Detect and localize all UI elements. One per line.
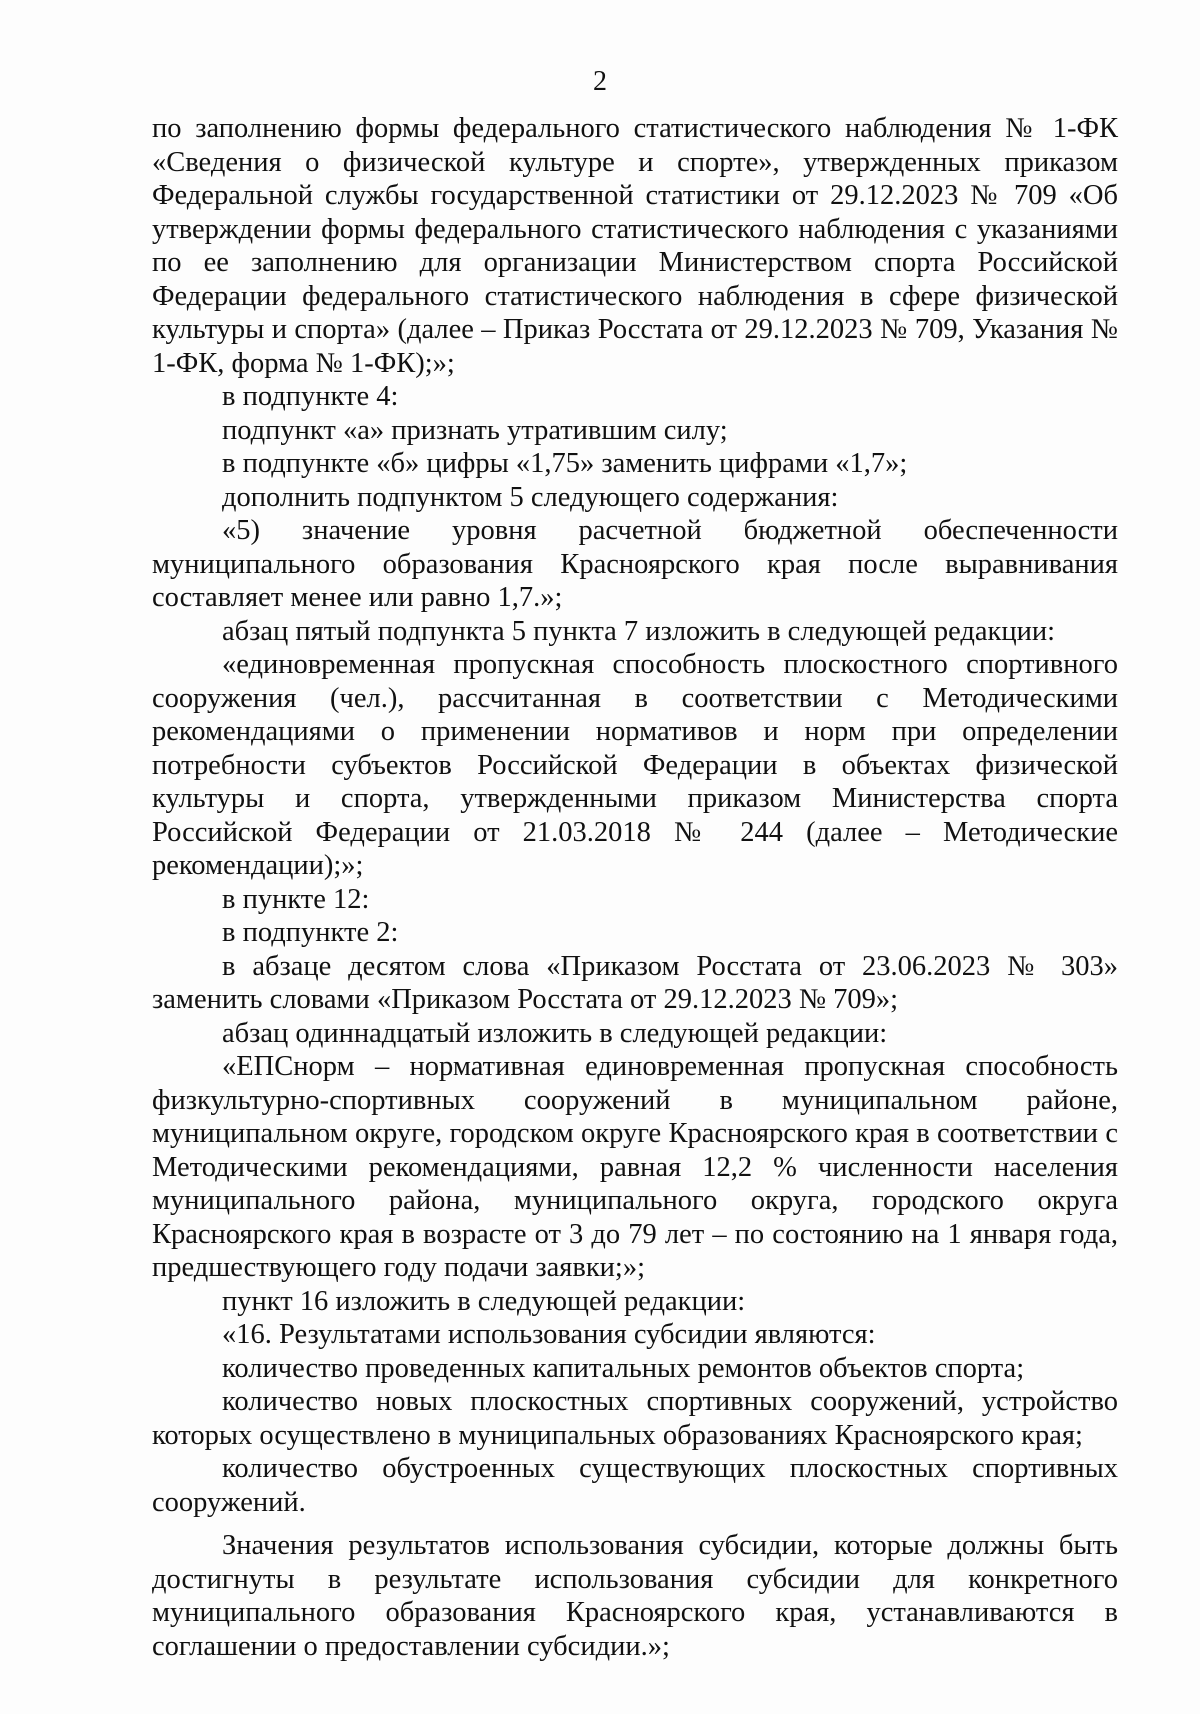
paragraph-subpoint-4: в подпункте 4: xyxy=(222,381,399,412)
paragraph-results-header: «16. Результатами использования субсидии являются: xyxy=(222,1319,876,1350)
page-number: 2 xyxy=(593,66,607,97)
paragraph-continuation: по заполнению формы федерального статистического наблюдения № 1-ФК «Сведения о физической культуре и спорте», утвержденных приказом Федеральной службы государственной статистики от 29.12.2023 № 709 «Об утверждении формы федерального статистического наблюдения с указаниями по ее заполнению для организации Министерством спорта Российской Федерации федерального статистического наблюдения в сфере физической культуры и спорта» (далее – Приказ Росстата от 29.12.2023 № 709, Указания № 1-ФК, форма № 1-ФК);»; xyxy=(152,113,1118,379)
paragraph-eps-norm: «ЕПСнорм – нормативная единовременная пропускная способность физкультурно-спортивных сооружений в муниципальном районе, муниципальном округе, городском округе Красноярского края в соответствии с Методическими рекомендациями, равная 12,2 % численности населения муниципального района, муниципального округа, городского округа Красноярского края в возрасте от 3 до 79 лет – по состоянию на 1 января года, предшествующего году подачи заявки;»; xyxy=(152,1051,1118,1283)
paragraph-subpoint-a: подпункт «а» признать утратившим силу; xyxy=(222,414,728,446)
paragraph-add-subpoint-5: дополнить подпунктом 5 следующего содержания: xyxy=(222,481,839,513)
paragraph-result-equipped-facilities: количество обустроенных существующих плоскостных спортивных сооружений. xyxy=(152,1453,1118,1518)
paragraph-subpoint-5-text: «5) значение уровня расчетной бюджетной обеспеченности муниципального образования Красноярского края после выравнивания составляет менее или равно 1,7.»; xyxy=(152,515,1118,613)
paragraph-throughput: «единовременная пропускная способность плоскостного спортивного сооружения (чел.), рассчитанная в соответствии с Методическими рекомендациями о применении нормативов и норм при определении потребности субъектов Российской Федерации в объектах физической культуры и спорта, утвержденными приказом Министерства спорта Российской Федерации от 21.03.2018 № 244 (далее – Методические рекомендации);»; xyxy=(152,649,1118,881)
paragraph-eleventh-abzac: абзац одиннадцатый изложить в следующей редакции: xyxy=(222,1017,888,1049)
paragraph-tenth-abzac: в абзаце десятом слова «Приказом Росстата от 23.06.2023 № 303» заменить словами «Приказом Росстата от 29.12.2023 № 709»; xyxy=(152,950,1118,1015)
paragraph-subpoint-2: в подпункте 2: xyxy=(222,917,399,948)
paragraph-result-repairs: количество проведенных капитальных ремонтов объектов спорта; xyxy=(222,1352,1025,1384)
paragraph-point-12: в пункте 12: xyxy=(222,883,370,915)
paragraph-result-values: Значения результатов использования субсидии, которые должны быть достигнуты в результате использования субсидии для конкретного муниципального образования Красноярского края, устанавливаются в соглашении о предоставлении субсидии.»; xyxy=(152,1530,1118,1662)
paragraph-result-new-facilities: количество новых плоскостных спортивных сооружений, устройство которых осуществлено в муниципальных образованиях Красноярского края; xyxy=(152,1386,1118,1451)
paragraph-subpoint-b: в подпункте «б» цифры «1,75» заменить цифрами «1,7»; xyxy=(222,448,908,479)
document-body xyxy=(152,112,1118,1663)
paragraph-point-7: абзац пятый подпункта 5 пункта 7 изложить в следующей редакции: xyxy=(222,615,1056,647)
paragraph-point-16: пункт 16 изложить в следующей редакции: xyxy=(222,1285,746,1317)
